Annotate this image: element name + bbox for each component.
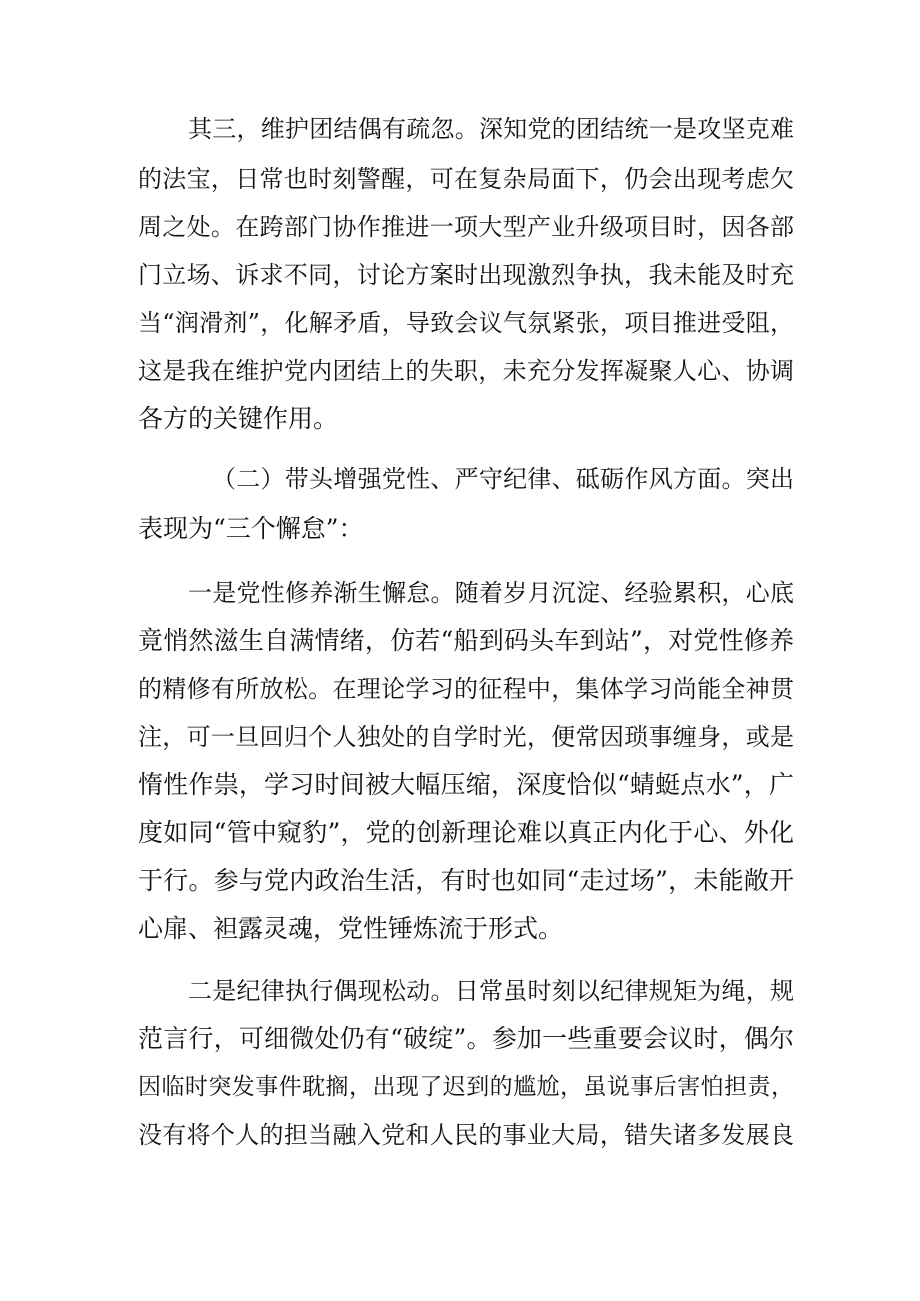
paragraph-1-line-5: 当“润滑剂”，化解矛盾，导致会议气氛紧张，项目推进受阻，: [138, 309, 794, 337]
paragraph-4-line-3: 因临时突发事件耽搁，出现了迟到的尴尬，虽说事后害怕担责，: [138, 1074, 794, 1100]
paragraph-2-line-2: 表现为“三个懈怠”：: [138, 514, 364, 543]
paragraph-3-line-8: 心扉、袒露灵魂，党性锤炼流于形式。: [138, 914, 564, 943]
paragraph-4-line-1: 二是纪律执行偶现松动。日常虽时刻以纪律规矩为绳，规: [188, 977, 794, 1005]
paragraph-3-line-7: 于行。参与党内政治生活，有时也如同“走过场”，未能敞开: [138, 866, 794, 895]
paragraph-1-line-3: 周之处。在跨部门协作推进一项大型产业升级项目时，因各部: [138, 213, 794, 241]
paragraph-2-line-1: （二）带头增强党性、严守纪律、砥砺作风方面。突出: [212, 465, 794, 493]
paragraph-3-line-4: 注，可一旦回归个人独处的自学时光，便常因琐事缠身，或是: [138, 723, 794, 751]
paragraph-4-line-4: 没有将个人的担当融入党和人民的事业大局，错失诸多发展良: [138, 1121, 794, 1149]
paragraph-4-line-2: 范言行，可细微处仍有“破绽”。参加一些重要会议时，偶尔: [138, 1024, 794, 1053]
paragraph-1-line-7: 各方的关键作用。: [138, 404, 339, 433]
paragraph-3-line-5: 惰性作祟，学习时间被大幅压缩，深度恰似“蜻蜓点水”，广: [138, 770, 794, 799]
paragraph-3-line-3: 的精修有所放松。在理论学习的征程中，集体学习尚能全神贯: [138, 675, 794, 703]
paragraph-1-line-2: 的法宝，日常也时刻警醒，可在复杂局面下，仍会出现考虑欠: [138, 165, 794, 193]
paragraph-3-line-6: 度如同“管中窥豹”，党的创新理论难以真正内化于心、外化: [138, 818, 794, 847]
paragraph-3-line-2: 竟悄然滋生自满情绪，仿若“船到码头车到站”，对党性修养: [138, 626, 794, 655]
paragraph-1-line-1: 其三，维护团结偶有疏忽。深知党的团结统一是攻坚克难: [188, 115, 794, 143]
paragraph-1-line-4: 门立场、诉求不同，讨论方案时出现激烈争执，我未能及时充: [138, 261, 794, 289]
paragraph-3-line-1: 一是党性修养渐生懈怠。随着岁月沉淀、经验累积，心底: [188, 579, 794, 607]
paragraph-1-line-6: 这是我在维护党内团结上的失职，未充分发挥凝聚人心、协调: [138, 357, 794, 385]
